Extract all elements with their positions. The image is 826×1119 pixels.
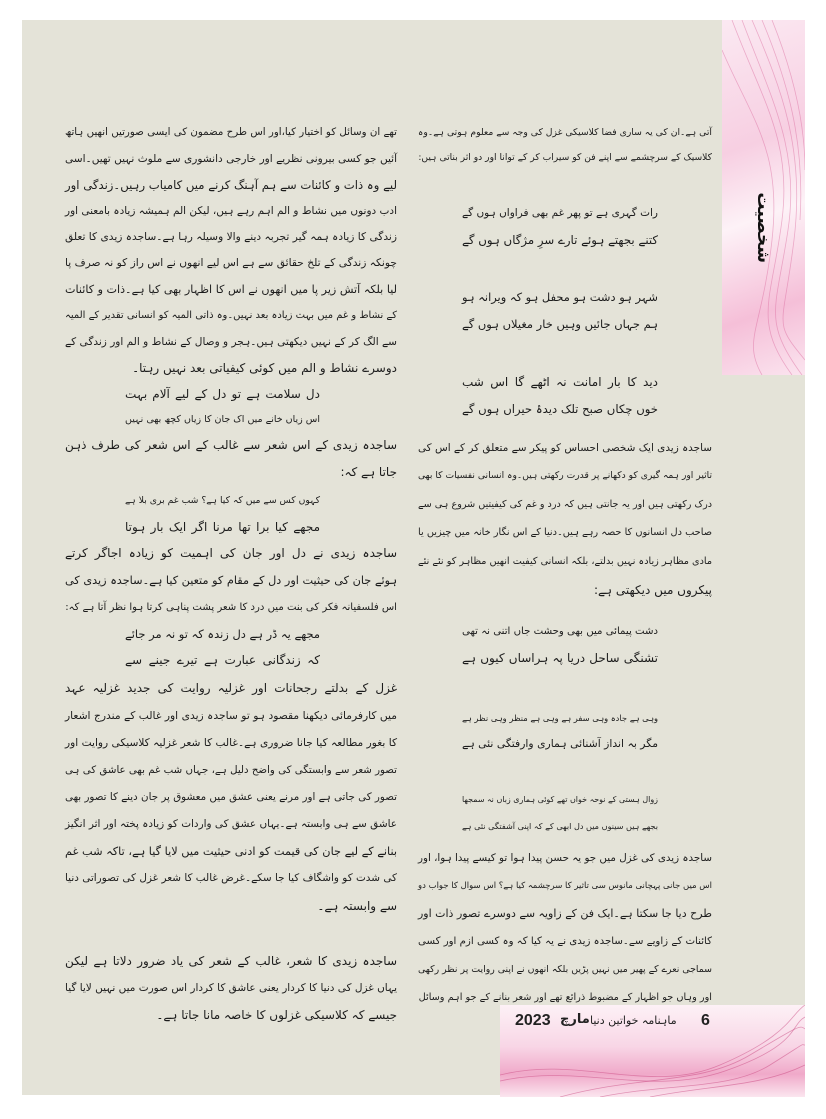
text-line [65, 893, 397, 920]
text-line [418, 548, 712, 576]
text-line [65, 329, 397, 355]
line-text: آئیں جو کسی بیرونی نظریے اور خارجی دانشوری سے ملوث نہیں تھیں۔اسی [65, 153, 397, 166]
right-couplet-4 [462, 619, 658, 671]
text-line [418, 956, 712, 984]
text-line [65, 675, 397, 702]
line-text: دوسرے نشاط و الم میں کوئی کیفیاتی بعد نہیں رہتا۔ [132, 360, 397, 375]
line-text: یہاں غزل کی دنیا کا کردار یعنی عاشق کا کردار اس صورت میں نہیں لایا گیا [65, 982, 397, 994]
line-text: ہوئے جان کی حیثیت اور دل کے مقام کو متعین کیا ہے۔ساجدہ زیدی کی [65, 574, 397, 587]
verse-line [462, 396, 658, 423]
text-line [65, 277, 397, 303]
text-line [65, 459, 397, 486]
verse-line [462, 369, 658, 396]
issue-month: مارچ [560, 1012, 590, 1027]
line-text: تھے ان وسائل کو اختیار کیا،اور اس طرح مضمون کی ایسی صورتیں انھیں ہاتھ [65, 127, 397, 138]
line-text: جیسے کہ کلاسیکی غزلوں کا خاصہ مانا جاتا ہے۔ [156, 1008, 397, 1022]
line-text: ہم جہاں جائیں وہیں خار مغیلاں ہوں گے [462, 317, 658, 331]
text-line [418, 844, 712, 872]
right-couplet-6 [462, 787, 658, 839]
verse-line [462, 705, 658, 731]
line-text: صاحب دل انسانوں کا حصہ رہے ہیں۔دنیا کے اس نگار خانہ میں چیزیں یا [418, 527, 712, 539]
line-text: لیے وہ ذات و کائنات سے ہم آہنگ کرنے میں کامیاب رہیں۔زندگی اور [65, 178, 397, 193]
verse-line [462, 227, 658, 254]
verse-line [462, 311, 658, 338]
text-line [65, 540, 397, 567]
left-couplet-1 [125, 382, 320, 432]
line-text: کے نشاط و غم میں بہت زیادہ بعد نہیں۔وہ ذاتی المیہ کو انسانی تقدیر کے المیہ [65, 309, 397, 321]
line-text: شہر ہو دشت ہو محفل ہو کہ ویرانہ ہو [462, 290, 658, 304]
line-text: عاشق سے ہی وابستہ ہے۔یہاں عشق کی واردات کو زیادہ پختہ اور اثر انگیز [65, 817, 397, 830]
line-text: ساجدہ زیدی کا شعر، غالب کے شعر کی یاد ضرور دلاتا ہے لیکن [65, 954, 397, 968]
right-couplet-3 [462, 369, 658, 423]
line-text: ساجدہ زیدی کے اس شعر سے غالب کے اس شعر کی طرف ذہن [65, 438, 397, 452]
text-line [418, 900, 712, 928]
text-line [65, 432, 397, 459]
line-text: کائنات کے زاویے سے۔ساجدہ زیدی نے یہ کیا کہ وہ کسی ازم اور کسی [418, 936, 712, 947]
left-paragraph-2 [65, 432, 397, 486]
line-text: ساجدہ زیدی ایک شخصی احساس کو پیکر سے متعلق کر کے اس کی [418, 442, 712, 454]
text-line [418, 145, 712, 170]
line-text: وہی ہے جادہ وہی سفر ہے وہی ہے منظر وہی نظر ہے [462, 713, 658, 723]
line-text: زندگی کا زیادہ ہمہ گیر تجربہ دینے والا وسیلہ رہا ہے۔ساجدہ زیدی کا تعلق [65, 230, 397, 244]
verse-line [125, 514, 320, 541]
line-text: اس فلسفیانہ فکر کی بنت میں درد کا شعر پشت پناہی کرتا ہوا نظر آتا ہے کہ: [65, 602, 397, 613]
line-text: رات گہری ہے تو پھر غم بھی فراواں ہوں گے [462, 207, 658, 219]
text-line [65, 172, 397, 198]
line-text: بنانے کے لیے جان کی قیمت کو ادنی حیثیت میں لایا گیا ہے، تاکہ شب غم [65, 845, 397, 859]
text-line [65, 146, 397, 172]
text-line [418, 984, 712, 1012]
text-line [65, 594, 397, 621]
line-text: مگر بہ انداز آشنائی ہماری وارفتگی نئی ہے [462, 737, 658, 750]
text-line [65, 975, 397, 1002]
line-text: کہ زندگانی عبارت ہے تیرے جینے سے [125, 653, 320, 667]
text-line [65, 838, 397, 865]
line-text: سے وابستہ ہے۔ [317, 898, 397, 913]
line-text: دل سلامت ہے تو دل کے لیے آلام بہت [125, 387, 320, 401]
verse-line [462, 200, 658, 227]
line-text: کا بغور مطالعہ کیا جانا ضروری ہے۔غالب کا شعر غزلیہ کلاسیکی روایت اور [65, 736, 397, 750]
verse-line [125, 621, 320, 647]
left-couplet-3 [125, 621, 320, 673]
line-text: چونکہ زندگی کے تلخ حقائق سے ہے اس لیے انھوں نے اس راز کو نہ صرف پا [65, 256, 397, 270]
line-text: دشت پیمائی میں بھی وحشت جاں اتنی نہ تھی [462, 626, 658, 637]
text-line [65, 811, 397, 838]
line-text: پیکروں میں دیکھتی ہے: [593, 582, 712, 597]
line-text: خوں چکاں صبح تلک دیدۂ حیراں ہوں گے [462, 402, 658, 416]
left-paragraph-1 [65, 120, 397, 381]
line-text: ساجدہ زیدی کی غزل میں جو یہ حسن پیدا ہوا تو کیسے پیدا ہوا، اور [418, 852, 712, 864]
line-text: آتی ہے۔ان کی یہ ساری فضا کلاسیکی غزل کی وجہ سے معلوم ہوتی ہے۔وہ [418, 127, 712, 138]
verse-line [462, 645, 658, 671]
line-text: کلاسیک کے سرچشمے سے اپنے فن کو سیراب کر کے توانا اور دو اثر بناتی ہیں: [418, 152, 712, 163]
left-couplet-2 [125, 487, 320, 541]
verse-line [462, 731, 658, 757]
right-paragraph-3 [418, 844, 712, 1012]
text-line [418, 519, 712, 547]
line-text: میں کارفرمائی دیکھنا مقصود ہو تو ساجدہ زیدی اور غالب کے مندرج اشعار [65, 709, 397, 723]
magazine-name: ماہنامہ خواتین دنیا [590, 1014, 677, 1027]
line-text: مجھے یہ ڈر ہے دل زندہ کہ تو نہ مر جائے [125, 627, 320, 641]
line-text: تصور کی جاتی ہے اور مرنے یعنی عشق میں معشوق پر جان دینے کا تصور بھی [65, 790, 397, 803]
section-label: شخصیت [753, 192, 773, 263]
text-line [65, 865, 397, 892]
line-text: لیا بلکہ آتش زیر پا میں انھوں نے اس کا اظہار بھی کیا ہے۔ذات و کائنات [65, 282, 397, 296]
text-line [65, 250, 397, 276]
verse-line [125, 647, 320, 673]
right-couplet-1 [462, 200, 658, 254]
text-line [65, 567, 397, 594]
line-text: ساجدہ زیدی نے دل اور جان کی اہمیت کو زیادہ اجاگر کرتے [65, 546, 397, 560]
line-text: تشنگی ساحل دریا پہ ہراساں کیوں ہے [462, 651, 658, 665]
verse-line [125, 487, 320, 514]
verse-line [462, 813, 658, 839]
text-line [65, 1002, 397, 1029]
text-line [418, 576, 712, 604]
line-text: مجھے کیا برا تھا مرنا اگر ایک بار ہوتا [125, 520, 320, 534]
line-text: تاثیر اور ہمہ گیری کو دکھانے پر قدرت رکھتی ہیں۔وہ انسانی نفسیات کا بھی [418, 470, 712, 482]
text-line [418, 491, 712, 519]
line-text: جاتا ہے کہ: [340, 465, 397, 479]
verse-line [462, 619, 658, 645]
line-text: زوال ہستی کے نوحہ خواں تھے کوئی ہماری زباں نہ سمجھا [462, 795, 658, 804]
line-text: سے الگ کر کے نہیں دیکھتی ہیں۔ہجر و وصال کے نشاط و الم اور زندگی کے [65, 335, 397, 348]
text-line [65, 729, 397, 756]
text-line [65, 303, 397, 329]
text-line [65, 784, 397, 811]
text-line [65, 355, 397, 381]
text-line [65, 120, 397, 146]
left-paragraph-4 [65, 675, 397, 920]
page-number: 6 [701, 1012, 710, 1029]
text-line [65, 198, 397, 224]
left-paragraph-3 [65, 540, 397, 621]
line-text: درک رکھتی ہیں اور یہ جانتی ہیں کہ درد و غم کی کیفیتیں شروع ہی سے [418, 498, 712, 510]
right-paragraph-2 [418, 434, 712, 604]
text-line [418, 120, 712, 145]
line-text: اور وہاں جو اظہار کے مضبوط ذرائع تھے اور شعر بنانے کے جو اہم وسائل [418, 992, 712, 1003]
verse-line [125, 382, 320, 407]
line-text: طرح دیا جا سکتا ہے۔ایک فن کے زاویہ سے دوسرے تصور ذات اور [418, 907, 712, 920]
right-paragraph-1 [418, 120, 712, 170]
text-line [65, 948, 397, 975]
line-text: کتنے بجھتے ہوئے تارے سرِ مژگاں ہوں گے [462, 233, 658, 247]
verse-line [125, 407, 320, 432]
line-text: ادب دونوں میں نشاط و الم اہم رہے ہیں، لیکن الم ہمیشہ زیادہ بامعنی اور [65, 205, 397, 218]
text-line [418, 462, 712, 490]
text-line [418, 928, 712, 956]
line-text: کی شدت کو واشگاف کیا جا سکے۔غرض غالب کا شعر غزل کی تصوراتی دنیا [65, 872, 397, 885]
text-line [418, 434, 712, 462]
text-line [65, 702, 397, 729]
line-text: مادی مظاہر زیادہ نہیں بدلتے، بلکہ انسانی کیفیت انھیں مظاہر کو نئے نئے [418, 555, 712, 567]
line-text: کہوں کس سے میں کہ کیا ہے؟ شب غم بری بلا ہے [125, 495, 320, 506]
line-text: غزل کے بدلتے رجحانات اور غزلیہ روایت کی جدید غزلیہ عہد [65, 681, 397, 695]
line-text: سماجی نعرے کے پھیر میں نہیں پڑیں بلکہ انھوں نے اپنی روایت پر نظر رکھی [418, 964, 712, 975]
text-line [418, 872, 712, 900]
verse-line [462, 284, 658, 311]
line-text: اس میں جانی پہچانی مانوس سی تاثیر کا سرچشمہ کیا ہے؟ اس سوال کا جواب دو [418, 881, 712, 891]
text-line [65, 757, 397, 784]
right-couplet-2 [462, 284, 658, 338]
line-text: بجھے ہیں سینوں میں دل ابھی کے کہ اپنی آشفتگی نئی ہے [462, 821, 658, 831]
issue-year: 2023 [515, 1012, 551, 1029]
text-line [65, 224, 397, 250]
line-text: اس زیاں خانے میں اک جان کا زیاں کچھ بھی نہیں [125, 414, 320, 425]
line-text: دید کا بار امانت نہ اٹھے گا اس شب [462, 375, 658, 389]
left-paragraph-5 [65, 948, 397, 1029]
verse-line [462, 787, 658, 813]
right-couplet-5 [462, 705, 658, 757]
line-text: تصور شعر سے وابستگی کی واضح دلیل ہے، جہاں شب غم بھی عاشق کی ہی [65, 764, 397, 776]
